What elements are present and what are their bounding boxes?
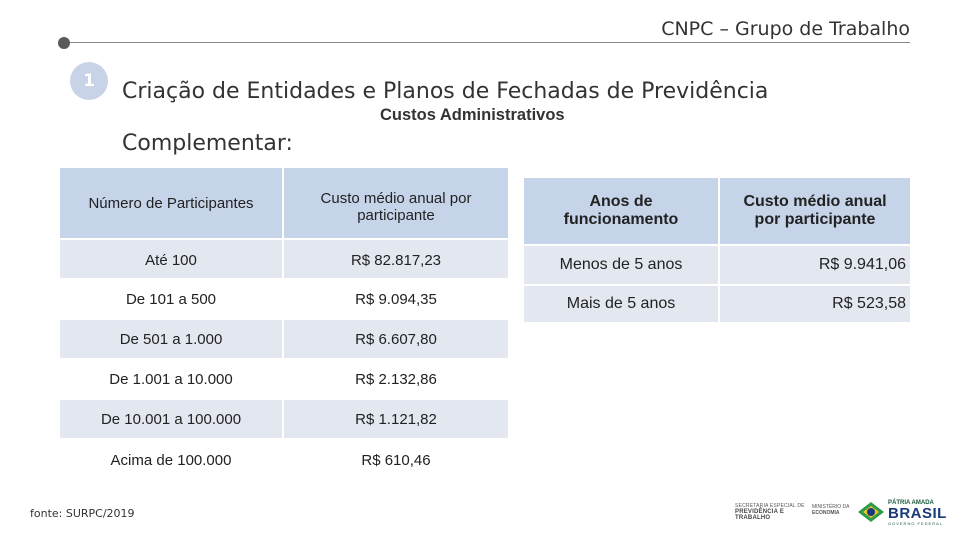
brasil-logo-governo: GOVERNO FEDERAL: [888, 521, 944, 526]
years-header-col1: Anos de funcionamento: [524, 178, 718, 244]
participants-header-col1: Número de Participantes: [60, 168, 282, 238]
table-row-cell: De 10.001 a 100.000: [60, 400, 282, 438]
table-row-cell: R$ 523,58: [720, 286, 910, 322]
brasil-flag-icon: [858, 502, 884, 522]
table-row-cell: Acima de 100.000: [60, 440, 282, 480]
ministerio-logo-line1: MINISTÉRIO DA: [812, 504, 850, 510]
header-dot: [58, 37, 70, 49]
years-header-col2: Custo médio anual por participante: [720, 178, 910, 244]
source-note: fonte: SURPC/2019: [30, 507, 135, 520]
table-row-cell: De 101 a 500: [60, 280, 282, 318]
table-row-cell: R$ 9.094,35: [284, 280, 508, 318]
table-row-cell: Até 100: [60, 240, 282, 278]
header-divider: [64, 42, 910, 43]
ministerio-logo-line2: ECONOMIA: [812, 510, 840, 516]
secretaria-logo-line2: PREVIDÊNCIA E TRABALHO: [735, 509, 785, 521]
header-title: CNPC – Grupo de Trabalho: [661, 18, 910, 40]
section-title-line1: Criação de Entidades e Planos de Fechadas de Previdência: [122, 79, 769, 104]
table-row-cell: Mais de 5 anos: [524, 286, 718, 322]
table-row-cell: Menos de 5 anos: [524, 246, 718, 284]
table-row-cell: R$ 610,46: [284, 440, 508, 480]
brasil-logo: [858, 500, 948, 526]
table-row-cell: R$ 2.132,86: [284, 360, 508, 398]
section-title-line2: Complementar:: [122, 131, 293, 156]
brasil-logo-word: BRASIL: [888, 505, 947, 522]
table-row-cell: R$ 6.607,80: [284, 320, 508, 358]
section-number-badge: 1: [70, 62, 108, 100]
table-row-cell: De 1.001 a 10.000: [60, 360, 282, 398]
secretaria-logo-line1: SECRETARIA ESPECIAL DE: [735, 503, 805, 509]
table-row-cell: R$ 9.941,06: [720, 246, 910, 284]
participants-header-col2: Custo médio anual por participante: [284, 168, 508, 238]
ministerio-logo: [812, 504, 850, 516]
brasil-logo-patria: PÁTRIA AMADA: [888, 500, 934, 506]
table-row-cell: R$ 1.121,82: [284, 400, 508, 438]
table-row-cell: De 501 a 1.000: [60, 320, 282, 358]
section-subtitle: Custos Administrativos: [380, 106, 565, 124]
secretaria-logo: [735, 503, 810, 521]
table-row-cell: R$ 82.817,23: [284, 240, 508, 278]
